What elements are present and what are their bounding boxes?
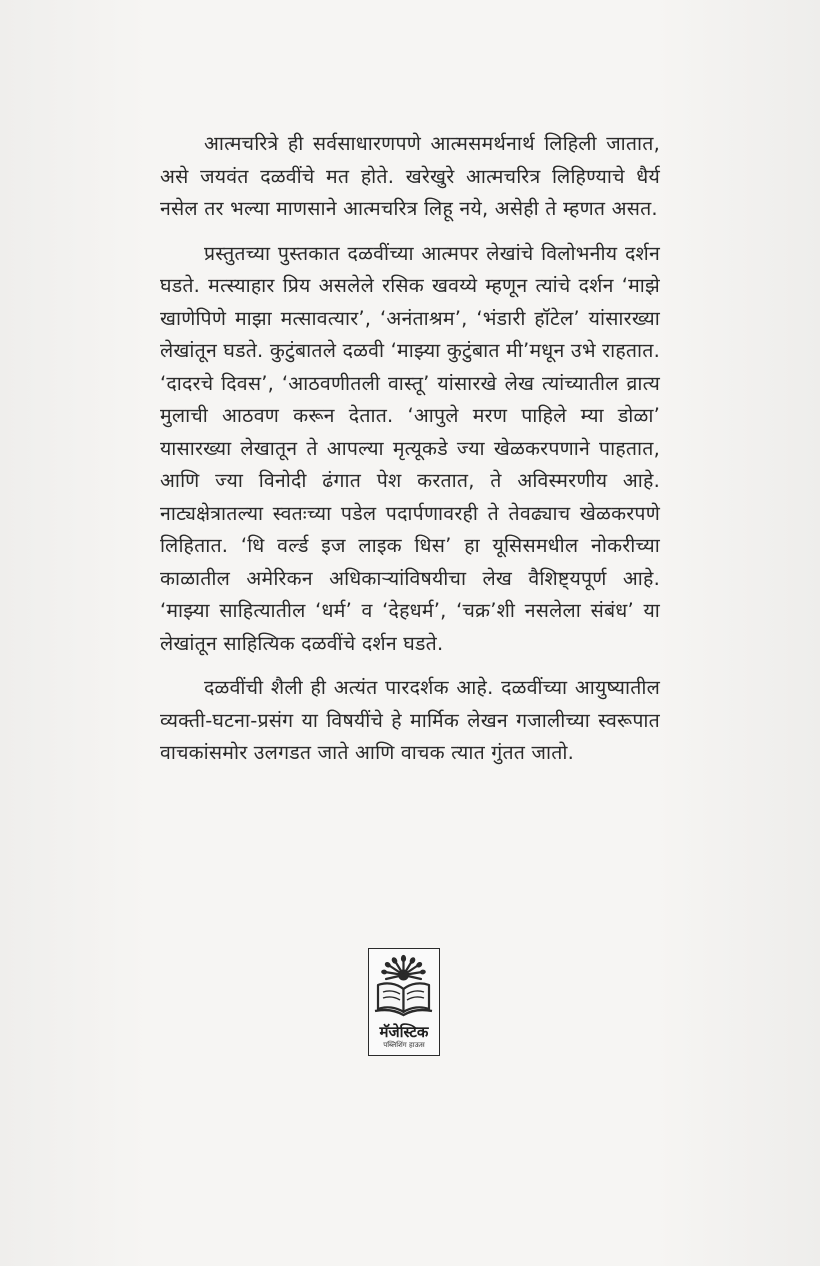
- publisher-subtitle: पब्लिशिंग हाऊस: [383, 1041, 425, 1049]
- publisher-name: मॅजेस्टिक: [379, 1023, 429, 1041]
- paragraph-3: दळवींची शैली ही अत्यंत पारदर्शक आहे. दळवींच्या आयुष्यातील व्यक्ती-घटना-प्रसंग या विषयींचे हे मार्मिक लेखन गजालीच्या स्वरूपात वाचकांसमोर उलगडत जाते आणि वाचक त्यात गुंतत जातो.: [160, 676, 660, 764]
- blurb-text: [160, 128, 660, 782]
- publisher-logo: [368, 948, 440, 1056]
- paragraph-1: आत्मचरित्रे ही सर्वसाधारणपणे आत्मसमर्थनार्थ लिहिली जातात, असे जयवंत दळवींचे मत होते. खरेखुरे आत्मचरित्र लिहिण्याचे धैर्य नसेल तर भल्या माणसाने आत्मचरित्र लिहू नये, असेही ते म्हणत असत.: [160, 132, 660, 220]
- paragraph-2: प्रस्तुतच्या पुस्तकात दळवींच्या आत्मपर लेखांचे विलोभनीय दर्शन घडते. मत्स्याहार प्रिय असलेले रसिक खवय्ये म्हणून त्यांचे दर्शन ‘माझे खाणेपिणे माझा मत्सावत्यार’, ‘अनंताश्रम’, ‘भंडारी हॉटेल’ यांसारख्या लेखांतून घडते. कुटुंबातले दळवी ‘माझ्या कुटुंबात मी’मधून उभे राहतात. ‘दादरचे दिवस’, ‘आठवणीतली वास्तू’ यांसारखे लेख त्यांच्यातील व्रात्य मुलाची आठवण करून देतात. ‘आपुले मरण पाहिले म्या डोळा’ यासारख्या लेखातून ते आपल्या मृत्यूकडे ज्या खेळकरपणाने पाहतात, आणि ज्या विनोदी ढंगात पेश करतात, ते अविस्मरणीय आहे. नाट्यक्षेत्रातल्या स्वतःच्या पडेल पदार्पणावरही ते तेवढ्याच खेळकरपणे लिहितात. ‘धि वर्ल्ड इज लाइक धिस’ हा यूसिसमधील नोकरीच्या काळातील अमेरिकन अधिकाऱ्यांविषयीचा लेख वैशिष्ट्यपूर्ण आहे. ‘माझ्या साहित्यातील ‘धर्म’ व ‘देहधर्म’, ‘चक्र’शी नसलेला संबंध’ या लेखांतून साहित्यिक दळवींचे दर्शन घडते.: [160, 241, 660, 655]
- book-lotus-icon: [369, 949, 438, 1023]
